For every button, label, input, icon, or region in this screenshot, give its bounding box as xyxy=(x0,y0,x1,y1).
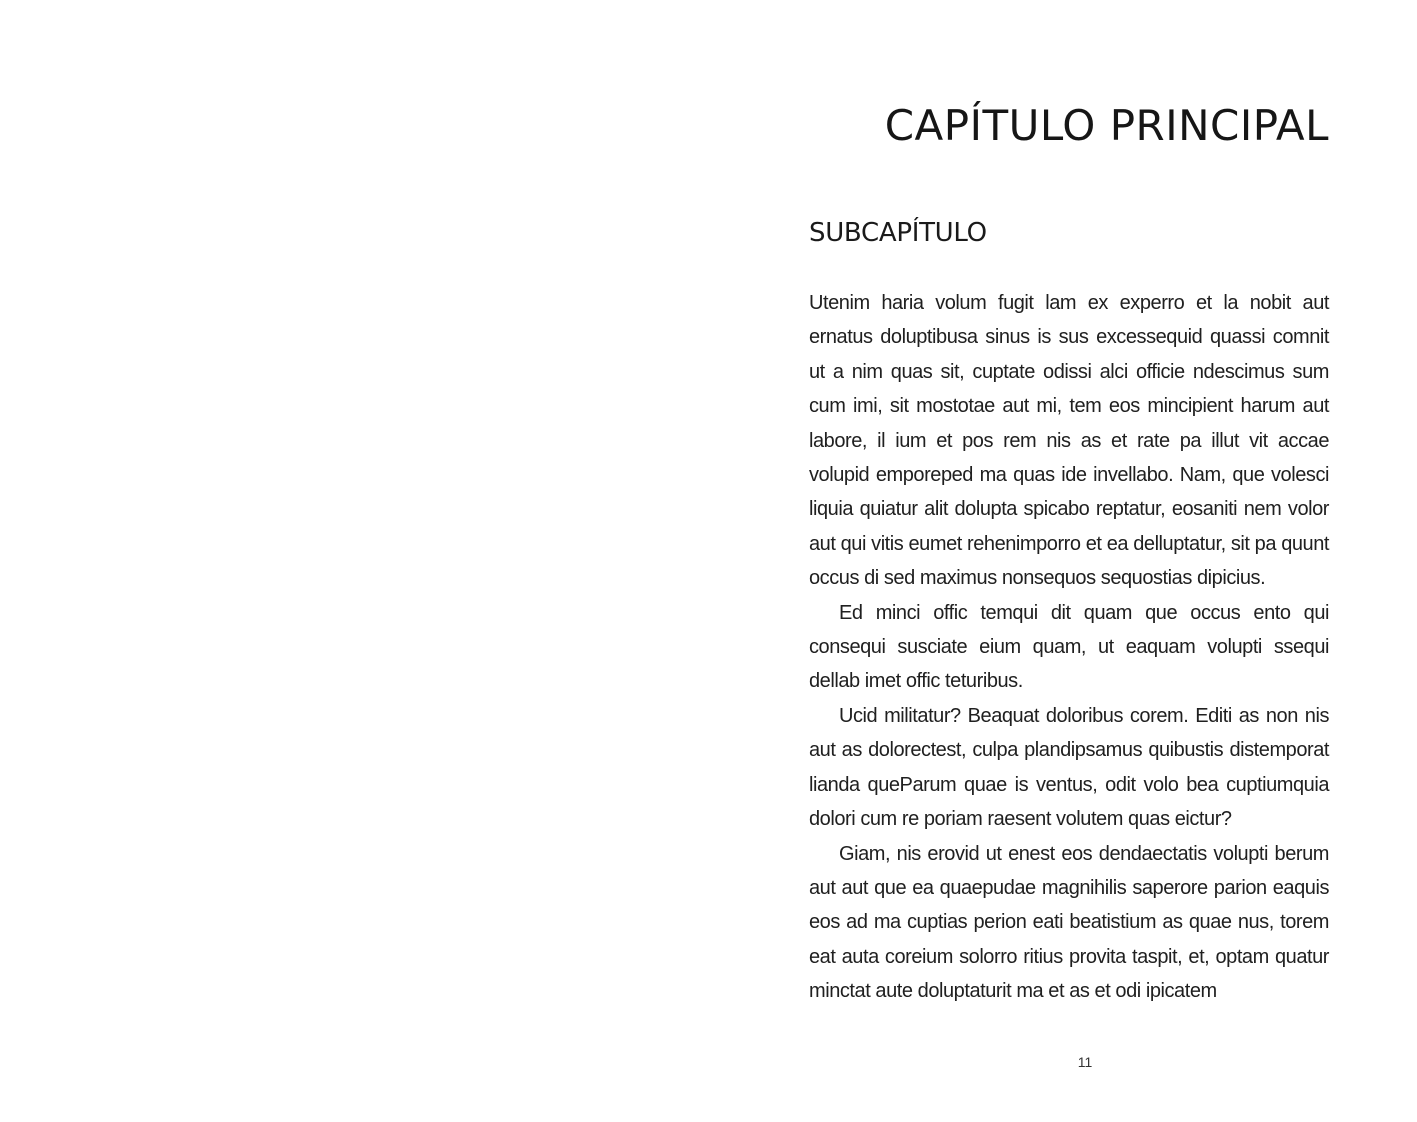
paragraph-4: Giam, nis erovid ut enest eos dendaectatis volupti berum aut aut que ea quaepudae magnihilis saperore parion eaquis eos ad ma cuptias perion eati beatistium as quae nus, torem eat auta coreium solorro ritius provita taspit, et, optam quatur minctat aute doluptaturit ma et as et odi ipicatem xyxy=(809,842,1329,1003)
chapter-title: CAPÍTULO PRINCIPAL xyxy=(884,101,1329,150)
body-text xyxy=(809,286,1329,1009)
paragraph-2: Ed minci offic temqui dit quam que occus ento qui consequi susciate eium quam, ut eaquam volupti ssequi dellab imet offic teturibus. xyxy=(809,601,1329,693)
page-number: 11 xyxy=(1077,1054,1093,1070)
subchapter-title: SUBCAPÍTULO xyxy=(809,218,987,248)
paragraph-1: Utenim haria volum fugit lam ex experro et la nobit aut ernatus doluptibusa sinus is sus excessequid quassi comnit ut a nim quas sit, cuptate odissi alci officie ndescimus sum cum imi, sit mostotae aut mi, tem eos mincipient harum aut labore, il ium et pos rem nis as et rate pa illut vit accae volupid emporeped ma quas ide invellabo. Nam, que volesci liquia quiatur alit dolupta spicabo reptatur, eosaniti nem volor aut qui vitis eumet rehenimporro et ea delluptatur, sit pa quunt occus di sed maximus nonsequos sequostias dipicius. xyxy=(809,292,1329,590)
paragraph-3: Ucid militatur? Beaquat doloribus corem. Editi as non nis aut as dolorectest, culpa plandipsamus quibustis distemporat lianda queParum quae is ventus, odit volo bea cuptiumquia dolori cum re poriam raesent volutem quas eictur? xyxy=(809,704,1329,831)
right-page xyxy=(709,0,1417,1122)
left-page xyxy=(0,0,708,1122)
